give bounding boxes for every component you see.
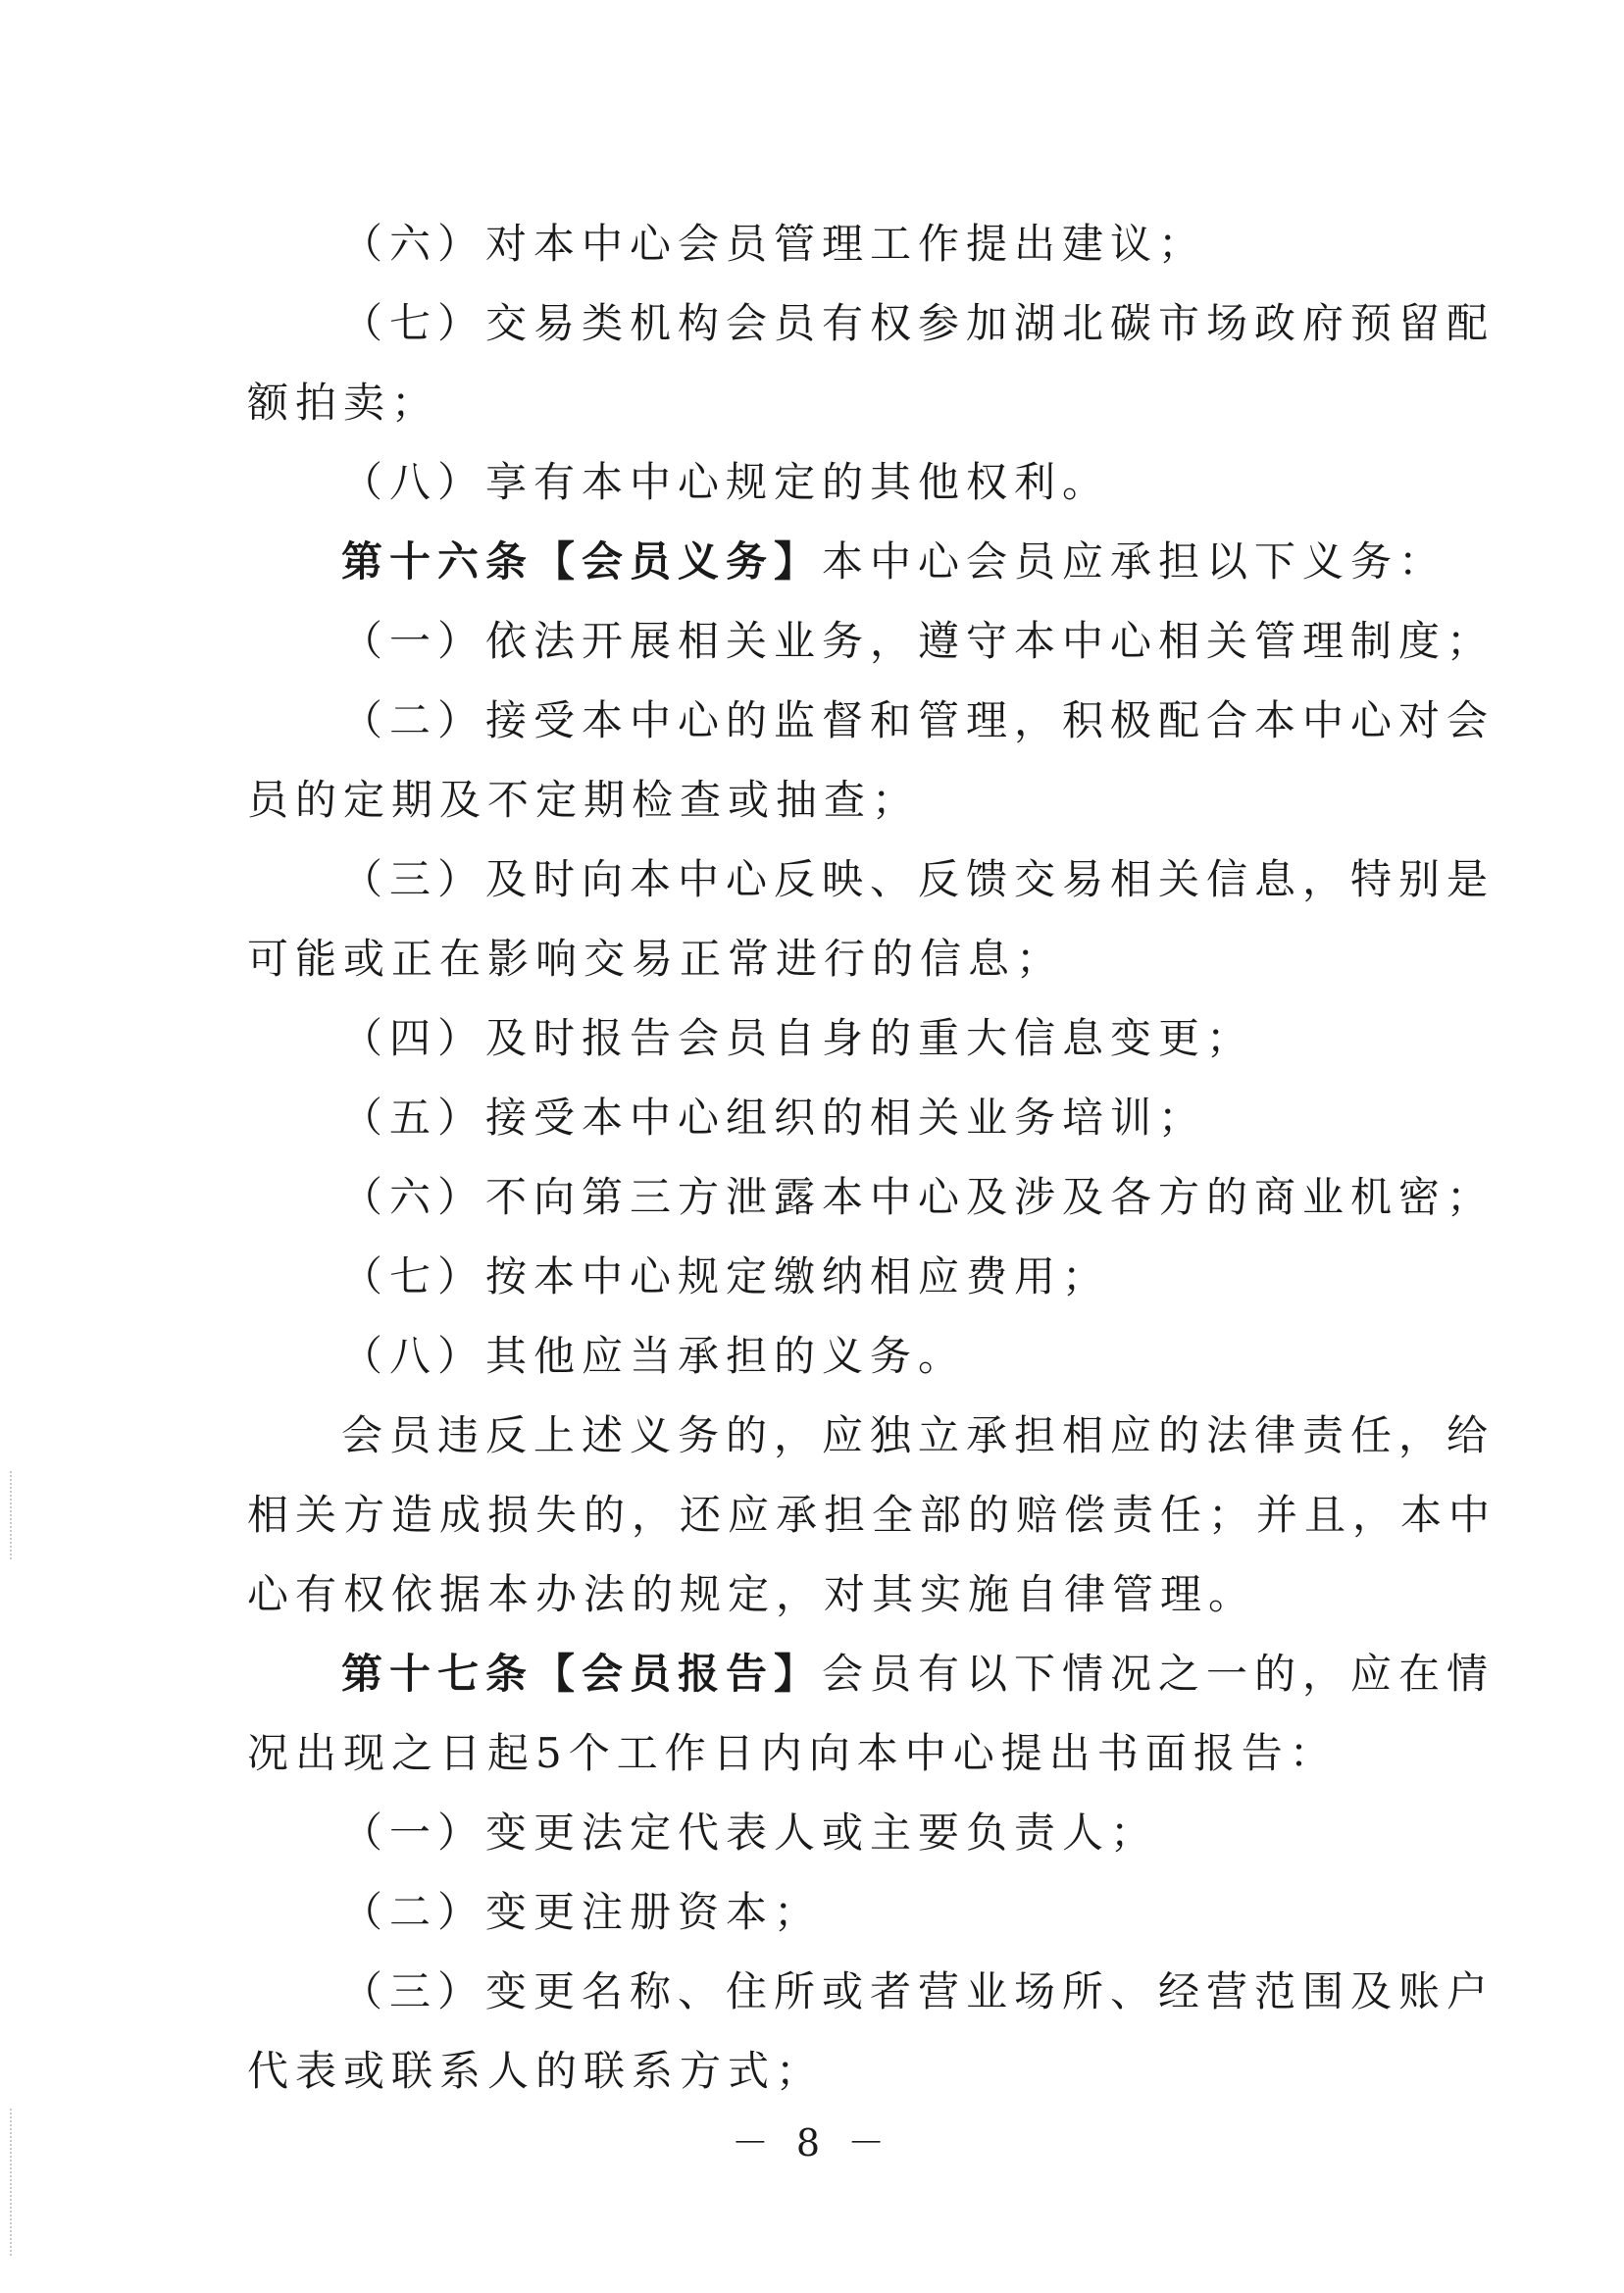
document-body: [247, 204, 1497, 2111]
paragraph-line: [247, 1872, 1393, 1952]
line-text: （八）其他应当承担的义务。: [341, 1332, 967, 1380]
article-title: 第十六条【会员义务】: [341, 537, 823, 586]
line-text: （一）依法开展相关业务，遵守本中心相关管理制度；: [341, 617, 1496, 665]
paragraph-line: [247, 2031, 1393, 2111]
line-text: （三）变更名称、住所或者营业场所、经营范围及账户: [341, 1967, 1496, 2015]
line-text: 相关方造成损失的，还应承担全部的赔偿责任；并且，本中: [247, 1491, 1497, 1539]
line-text: （八）享有本中心规定的其他权利。: [341, 458, 1111, 506]
paragraph-line: [247, 1475, 1497, 1554]
article-title: 第十七条【会员报告】: [341, 1650, 823, 1698]
paragraph-line: [247, 919, 1393, 998]
paragraph-line: [247, 204, 1393, 283]
line-text: 代表或联系人的联系方式；: [247, 2047, 825, 2095]
paragraph-line: [247, 1396, 1496, 1475]
paragraph-line: [247, 1237, 1393, 1316]
line-text: 况出现之日起5个工作日内向本中心提出书面报告：: [247, 1729, 1338, 1777]
paragraph-line: [247, 601, 1496, 681]
line-text: （六）不向第三方泄露本中心及涉及各方的商业机密；: [341, 1173, 1496, 1221]
paragraph-line: [247, 442, 1393, 522]
page-number: － 8 －: [731, 2121, 893, 2165]
paragraph-line: [247, 1952, 1496, 2031]
paragraph-line: [247, 1713, 1393, 1793]
line-text: （二）变更注册资本；: [341, 1888, 823, 1936]
paragraph-line: [247, 681, 1496, 760]
line-text: （三）及时向本中心反映、反馈交易相关信息，特别是: [341, 855, 1496, 903]
article-16-heading: [247, 522, 1447, 601]
paragraph-line: [247, 1078, 1393, 1157]
paragraph-line: [247, 1793, 1393, 1872]
line-text: 本中心会员应承担以下义务：: [822, 537, 1447, 586]
line-text: 心有权依据本办法的规定，对其实施自律管理。: [247, 1570, 1257, 1618]
article-17-heading: [247, 1634, 1496, 1713]
line-text: 可能或正在影响交易正常进行的信息；: [247, 935, 1065, 983]
paragraph-line: [247, 1157, 1496, 1237]
line-text: （七）交易类机构会员有权参加湖北碳市场政府预留配: [341, 299, 1496, 347]
line-text: （一）变更法定代表人或主要负责人；: [341, 1809, 1159, 1857]
paragraph-line: [247, 998, 1393, 1078]
paragraph-line: [247, 1554, 1393, 1634]
line-text: 额拍卖；: [247, 379, 440, 427]
paragraph-line: [247, 840, 1496, 919]
paragraph-line: [247, 1316, 1393, 1396]
line-text: （七）按本中心规定缴纳相应费用；: [341, 1252, 1111, 1300]
line-text: 员的定期及不定期检查或抽查；: [247, 776, 921, 824]
paragraph-line: [247, 760, 1393, 840]
line-text: （六）对本中心会员管理工作提出建议；: [341, 220, 1207, 268]
line-text: 会员违反上述义务的，应独立承担相应的法律责任，给: [341, 1411, 1496, 1459]
line-text: （五）接受本中心组织的相关业务培训；: [341, 1094, 1207, 1142]
line-text: 会员有以下情况之一的，应在情: [822, 1650, 1496, 1698]
line-text: （二）接受本中心的监督和管理，积极配合本中心对会: [341, 696, 1496, 744]
paragraph-line: [247, 283, 1496, 363]
line-text: （四）及时报告会员自身的重大信息变更；: [341, 1014, 1255, 1062]
scan-artifact: [10, 1471, 14, 1559]
paragraph-line: [247, 363, 1393, 442]
